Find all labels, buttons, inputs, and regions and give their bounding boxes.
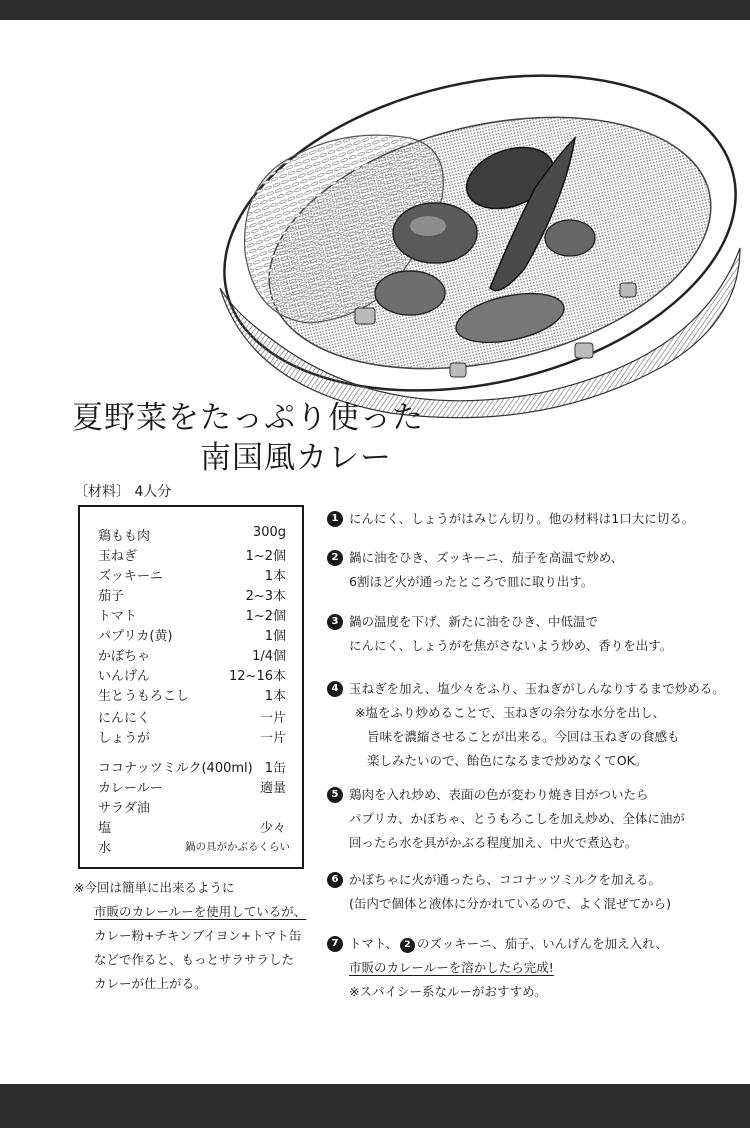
note-line: カレー粉+チキンブイヨン+トマト缶 [94, 928, 302, 943]
ingredient-name: トマト [98, 609, 138, 624]
ingredient-qty: 12~16本 [229, 669, 286, 684]
recipe-note [74, 876, 306, 996]
top-bar [0, 0, 750, 20]
ingredient-qty: 適量 [259, 781, 286, 796]
ingredient-name: 鶏もも肉 [98, 529, 151, 544]
ingredient-qty: 2~3本 [245, 589, 286, 604]
ingredients-box [78, 505, 304, 869]
step-line: 鍋の温度を下げ、新たに油をひき、中低温で [349, 614, 599, 629]
ingredient-qty: 1本 [264, 569, 286, 584]
curry-plate-illustration [180, 38, 750, 438]
ingredient-qty: 1/4個 [252, 649, 286, 664]
step-number-badge: 3 [327, 614, 343, 630]
step-number-badge: 2 [327, 550, 343, 566]
ingredient-name: ズッキーニ [98, 569, 163, 584]
step-line: かぼちゃに火が通ったら、ココナッツミルクを加える。 [349, 872, 662, 887]
ingredient-name: かぼちゃ [98, 649, 151, 664]
ingredient-name: 茄子 [98, 589, 125, 604]
step-line: パプリカ、かぼちゃ、とうもろこしを加え炒め、全体に油が [349, 811, 685, 826]
ingredient-name: しょうが [98, 731, 151, 746]
step-number-badge: 6 [327, 872, 343, 888]
bottom-bar [0, 1084, 750, 1128]
ingredient-name: 玉ねぎ [98, 549, 138, 564]
ingredients-header: 〔材料〕 4人分 [74, 484, 172, 500]
step-line: 楽しみたいので、飴色になるまで炒めなくてOK。 [367, 753, 648, 768]
step-line: (缶内で個体と液体に分かれているので、よく混ぜてから) [349, 896, 672, 911]
step-reference-badge: 2 [400, 938, 415, 953]
step-line: 鍋に油をひき、ズッキーニ、茄子を高温で炒め、 [349, 550, 624, 565]
ingredient-name: 生とうもろこし [98, 689, 190, 704]
ingredient-name: いんげん [98, 669, 151, 684]
ingredient-qty: 1本 [264, 689, 286, 704]
step-number-badge: 1 [327, 511, 343, 527]
ingredient-qty: 1~2個 [245, 609, 286, 624]
step-line: 回ったら水を具がかぶる程度加え、中火で煮込む。 [349, 835, 638, 850]
step-line: ※塩をふり炒めることで、玉ねぎの余分な水分を出し、 [355, 705, 666, 720]
note-line: カレーが仕上がる。 [94, 976, 207, 991]
step-line: ※スパイシー系なルーがおすすめ。 [349, 984, 547, 999]
step-line: 鶏肉を入れ炒め、表面の色が変わり焼き目がついたら [349, 787, 649, 802]
step-line: にんにく、しょうがはみじん切り。他の材料は1口大に切る。 [349, 511, 695, 526]
ingredient-name: 塩 [98, 821, 112, 836]
step-text: のズッキーニ、茄子、いんげんを加え入れ、 [416, 936, 668, 951]
ingredient-qty: 1~2個 [245, 549, 286, 564]
step-line: 市販のカレールーを溶かしたら完成! [349, 960, 554, 975]
ingredient-name: ココナッツミルク(400ml) [98, 761, 253, 776]
step-line: にんにく、しょうがを焦がさないよう炒め、香りを出す。 [349, 638, 673, 653]
recipe-title-line1: 夏野菜をたっぷり使った [72, 400, 424, 436]
step-line: 6割ほど火が通ったところで皿に取り出す。 [349, 574, 594, 589]
note-line: ※今回は簡単に出来るように [74, 880, 235, 895]
note-line: 市販のカレールーを使用しているが、 [94, 904, 307, 919]
ingredient-name: パプリカ(黄) [98, 629, 173, 644]
step-number-badge: 4 [327, 681, 343, 697]
ingredient-qty: 鍋の具がかぶるくらい [185, 841, 290, 853]
ingredient-name: サラダ油 [98, 801, 150, 816]
ingredient-name: にんにく [98, 711, 151, 726]
step-line: 旨味を濃縮させることが出来る。今回は玉ねぎの食感も [367, 729, 680, 744]
ingredient-name: カレールー [98, 781, 163, 796]
recipe-title-line2: 南国風カレー [200, 440, 392, 476]
step-number-badge: 5 [327, 787, 343, 803]
ingredient-name: 水 [98, 841, 112, 856]
ingredient-qty: 一片 [259, 731, 286, 746]
ingredient-qty: 1個 [264, 629, 286, 644]
note-line: などで作ると、もっとサラサラした [94, 952, 295, 967]
step-text: トマト、 [349, 936, 398, 951]
ingredient-qty: 1缶 [264, 761, 286, 776]
ingredient-qty: 少々 [259, 821, 286, 836]
ingredient-qty: 一片 [259, 711, 286, 726]
step-number-badge: 7 [327, 936, 343, 952]
ingredient-qty: 300g [252, 525, 286, 540]
step-line [349, 932, 668, 956]
step-line: 玉ねぎを加え、塩少々をふり、玉ねぎがしんなりするまで炒める。 [349, 681, 725, 696]
